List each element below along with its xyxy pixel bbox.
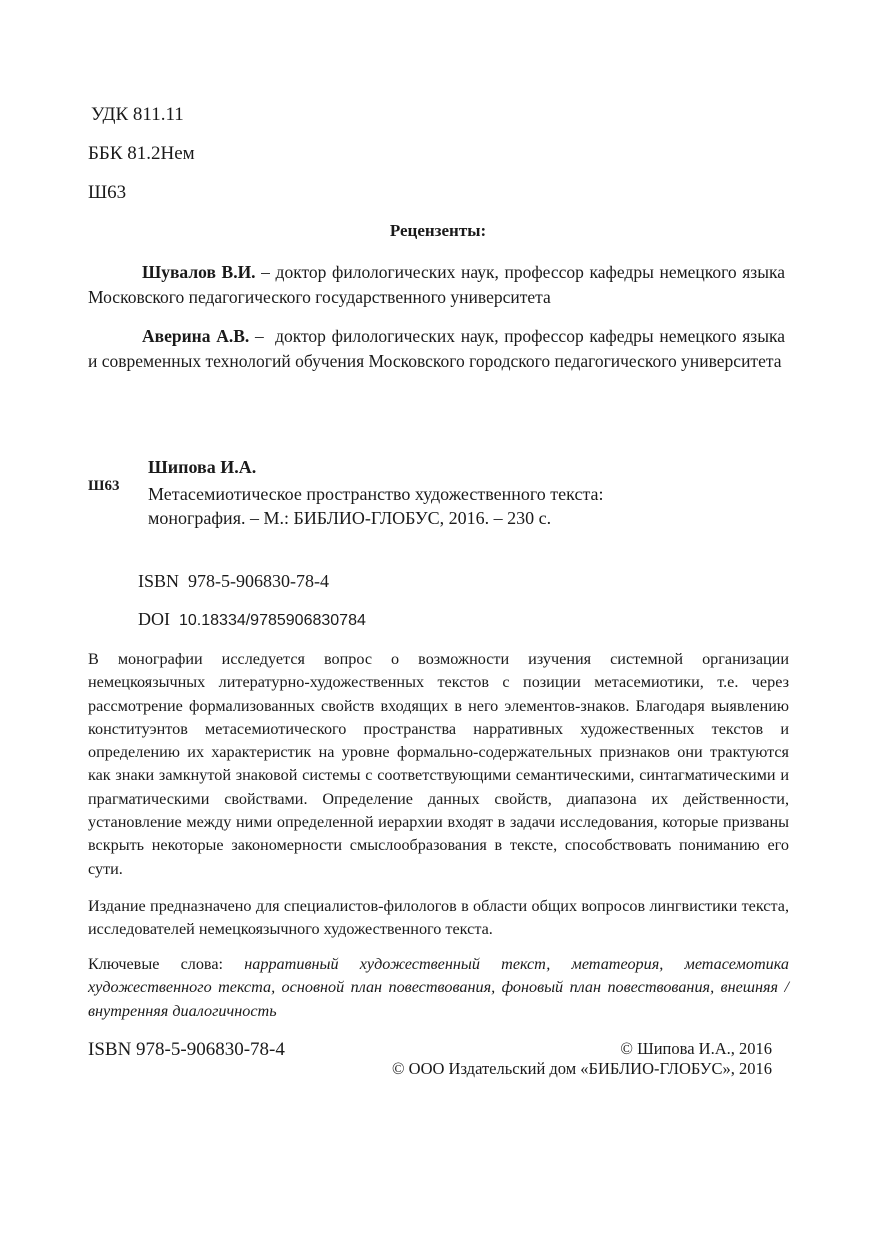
reviewer-1-description: доктор филологических наук, профессор кафедры немецкого языка Московского педагогического государственного университета — [88, 262, 785, 307]
copyright-author: © Шипова И.А., 2016 — [620, 1039, 772, 1058]
reviewer-2-name: Аверина А.В. — [142, 326, 250, 346]
doi-label: DOI — [138, 609, 170, 629]
abstract-paragraph: В монографии исследуется вопрос о возможности изучения системной организации немецкоязычных литературно-художественных текстов с позиции метасемиотики, т.е. через рассмотрение формализованных свойств входящих в него элементов-знаков. Благодаря выявлению конституэнтов метасемиотического пространства нарративных художественных текстов и определению их характеристик на уровне формально-содержательных признаков они трактуются как знаки замкнутой знаковой системы с соответствующими семантическими, синтагматическими и прагматическими свойствами. Определение данных свойств, диапазона их действенности, установление между ними определенной иерархии входят в задачи исследования, которые призваны вскрыть некоторые закономерности смыслообразования в тексте, способствовать пониманию его сути. — [88, 650, 789, 878]
entry-author: Шипова И.А. — [148, 457, 257, 477]
bbk-code: ББК 81.2Нем — [88, 143, 195, 164]
keywords-list: нарративный художественный текст, метатеория, метасемотика художественного текста, основной план повествования, фоновый план повествования, внешняя / внутренняя диалогичность — [88, 955, 790, 1020]
reviewer-1-name: Шувалов В.И. — [142, 262, 256, 282]
entry-title-line: Метасемиотическое пространство художественного текста: — [148, 484, 604, 504]
entry-code: Ш63 — [88, 478, 120, 494]
reviewer-2-description: доктор филологических наук, профессор кафедры немецкого языка и современных технологий обучения Московского городского педагогического университета — [88, 326, 785, 371]
isbn-label: ISBN — [138, 571, 180, 591]
reviewer-1 — [88, 260, 785, 310]
reviewer-2-dash: – — [249, 326, 276, 346]
keywords-paragraph — [88, 953, 789, 1023]
reviewers-heading: Рецензенты: — [389, 221, 487, 240]
audience-paragraph: Издание предназначено для специалистов-филологов в области общих вопросов лингвистики текста, исследователей немецкоязычного художественного текста. — [88, 897, 789, 939]
author-code: Ш63 — [88, 182, 127, 203]
udk-code: УДК 811.11 — [91, 104, 184, 125]
doi-line — [138, 609, 366, 630]
isbn-value: 978-5-906830-78-4 — [188, 571, 329, 591]
copyright-publisher: © ООО Издательский дом «БИБЛИО-ГЛОБУС», 2016 — [392, 1059, 772, 1078]
footer-isbn: ISBN 978-5-906830-78-4 — [88, 1039, 285, 1060]
doi-value: 10.18334/9785906830784 — [179, 612, 366, 629]
entry-imprint-line: монография. – М.: БИБЛИО-ГЛОБУС, 2016. – 230 с. — [148, 508, 552, 528]
keywords-label: Ключевые слова: — [88, 955, 245, 973]
isbn-line — [138, 571, 329, 592]
reviewer-2 — [88, 324, 785, 374]
reviewer-1-dash: – — [255, 262, 276, 282]
